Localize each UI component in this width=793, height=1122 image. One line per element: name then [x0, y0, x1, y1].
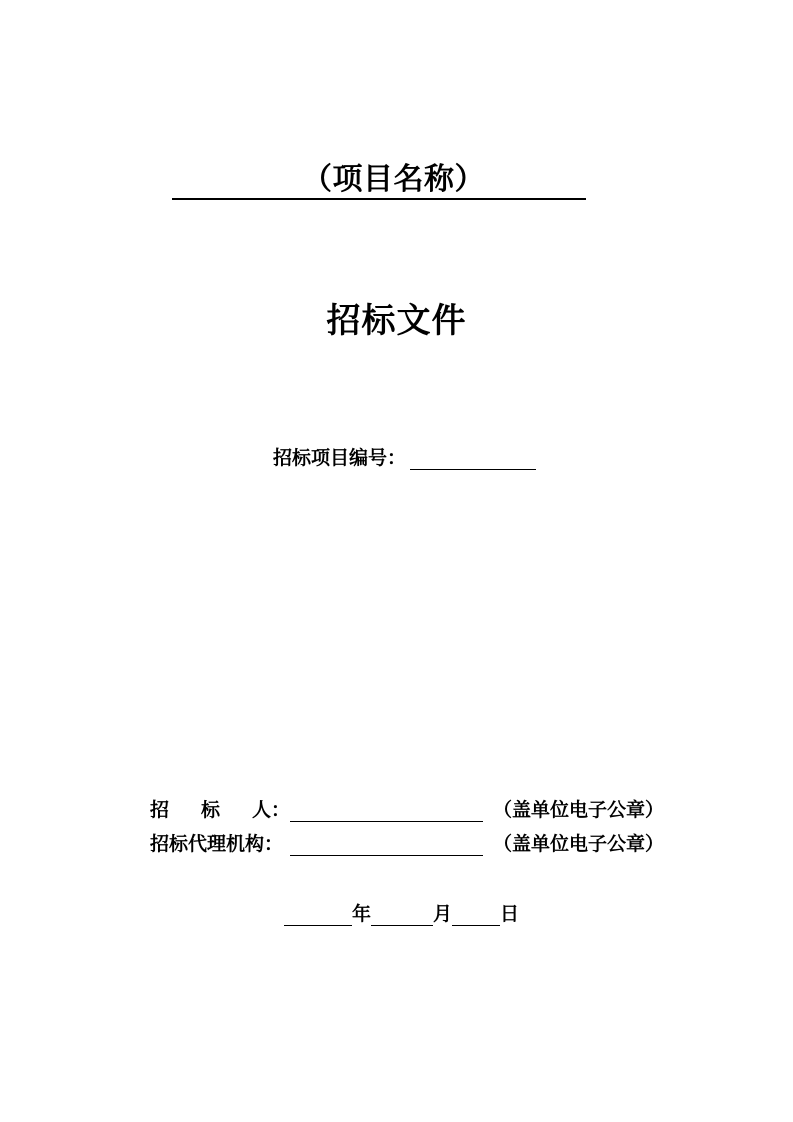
project-number-row — [273, 440, 536, 470]
project-name: （项目名称） — [302, 162, 485, 197]
agency-row — [150, 826, 664, 856]
document-title: 招标文件 — [326, 301, 467, 341]
year-label: 年 — [352, 903, 372, 925]
agency-seal-note: （盖单位电子公章） — [493, 833, 665, 855]
date-row — [284, 896, 519, 926]
tenderer-label — [150, 795, 290, 822]
project-number-blank — [410, 445, 536, 470]
project-name-line — [172, 158, 586, 202]
tenderer-row — [150, 792, 664, 822]
project-number-label: 招标项目编号： — [273, 447, 407, 469]
agency-blank — [290, 831, 483, 856]
tenderer-seal-note: （盖单位电子公章） — [493, 799, 665, 821]
agency-label: 招标代理机构： — [150, 833, 284, 855]
tenderer-label-char-3: 人： — [251, 799, 290, 821]
day-label: 日 — [500, 903, 520, 925]
year-blank — [284, 901, 352, 926]
tenderer-label-char-2: 标 — [200, 799, 220, 821]
tenderer-blank — [290, 797, 483, 822]
tenderer-label-char-1: 招 — [150, 799, 170, 821]
day-blank — [452, 901, 500, 926]
month-label: 月 — [433, 903, 453, 925]
project-name-underline — [172, 198, 586, 200]
month-blank — [371, 901, 433, 926]
